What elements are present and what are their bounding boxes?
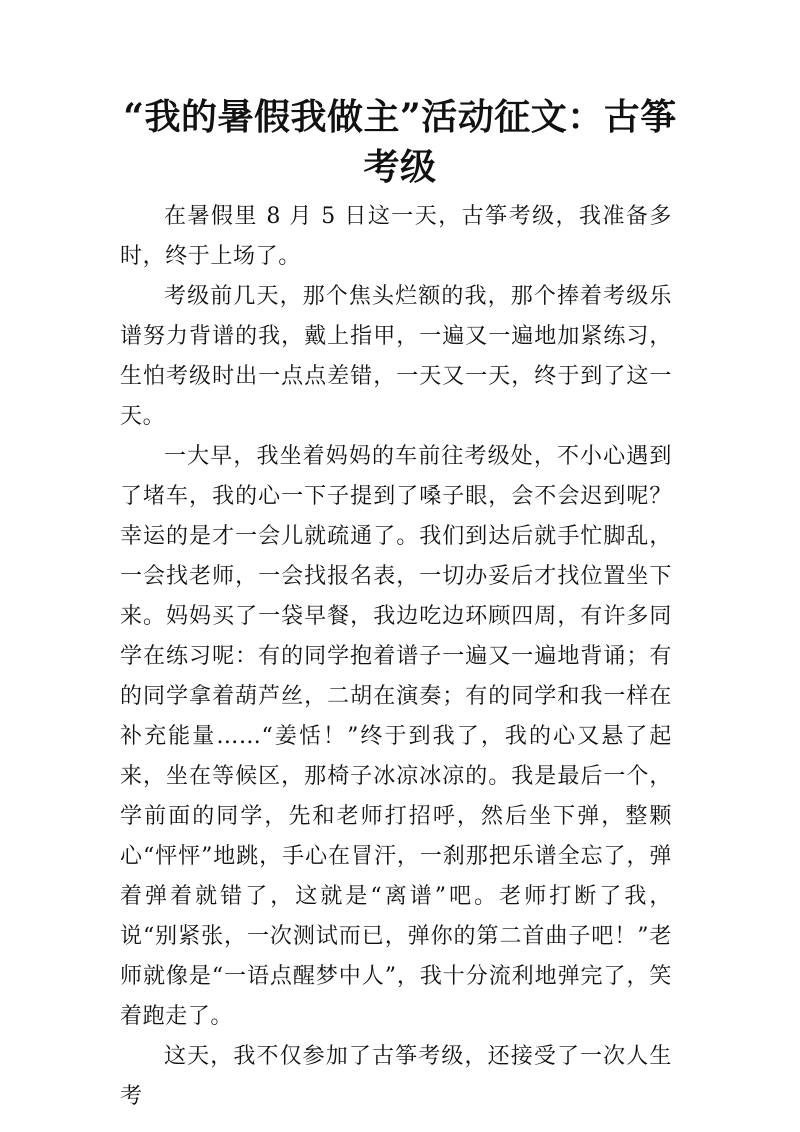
paragraph: 考级前几天，那个焦头烂额的我，那个捧着考级乐谱努力背谱的我，戴上指甲，一遍又一遍地加紧练习，生怕考级时出一点点差错，一天又一天，终于到了这一天。	[120, 284, 672, 429]
paragraph: 一大早，我坐着妈妈的车前往考级处，不小心遇到了堵车，我的心一下子提到了嗓子眼，会不会迟到呢？幸运的是才一会儿就疏通了。我们到达后就手忙脚乱，一会找老师，一会找报名表，一切办妥后才找位置坐下来。妈妈买了一袋早餐，我边吃边环顾四周，有许多同学在练习呢：有的同学抱着谱子一遍又一遍地背诵；有的同学拿着葫芦丝，二胡在演奏；有的同学和我一样在补充能量……“姜恬！”终于到我了，我的心又悬了起来，坐在等候区，那椅子冰凉冰凉的。我是最后一个，学前面的同学，先和老师打招呼，然后坐下弹，整颗心“怦怦”地跳，手心在冒汗，一刹那把乐谱全忘了，弹着弹着就错了，这就是“离谱”吧。老师打断了我，说“别紧张，一次测试而已，弹你的第二首曲子吧！”老师就像是“一语点醒梦中人”，我十分流利地弹完了，笑着跑走了。	[120, 444, 672, 1029]
document-title: “我的暑假我做主”活动征文：古筝考级	[123, 96, 677, 188]
paragraph: 在暑假里 8 月 5 日这一天，古筝考级，我准备多时，终于上场了。	[120, 204, 672, 269]
document-body	[120, 197, 672, 1117]
paragraph: 这天，我不仅参加了古筝考级，还接受了一次人生考	[120, 1044, 672, 1109]
